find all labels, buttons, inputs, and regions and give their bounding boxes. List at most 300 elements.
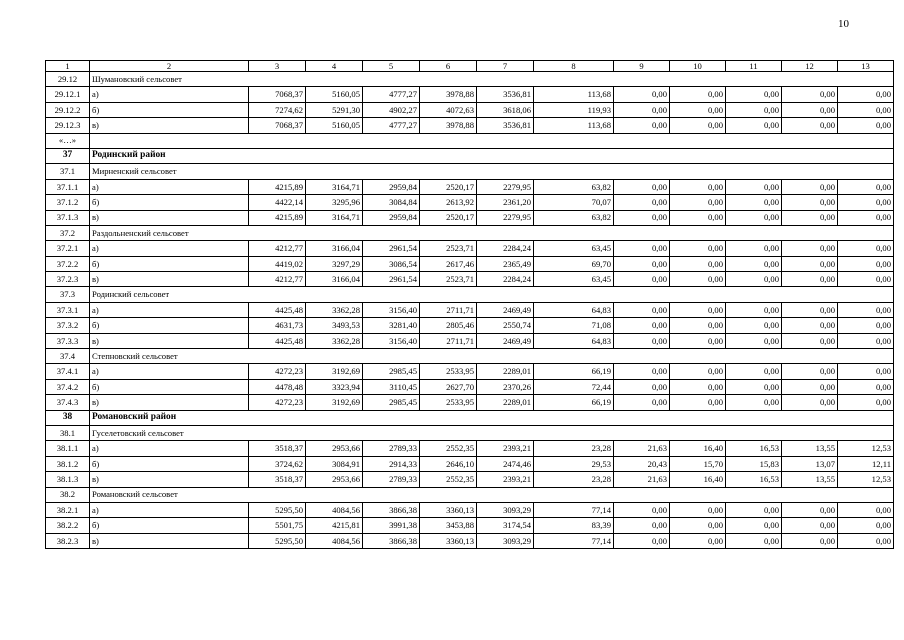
value-cell: 4422,14	[249, 195, 306, 210]
value-cell: 5160,05	[306, 87, 363, 102]
table-row	[46, 379, 894, 394]
section-row	[46, 72, 894, 87]
value-cell: 0,00	[782, 210, 838, 225]
value-cell: 3518,37	[249, 441, 306, 456]
value-cell: 3978,88	[420, 87, 477, 102]
value-cell: 83,39	[534, 518, 614, 533]
value-cell: 3724,62	[249, 456, 306, 471]
table-row	[46, 441, 894, 456]
value-cell: 23,28	[534, 441, 614, 456]
value-cell: 0,00	[670, 533, 726, 548]
row-code: 37.1.2	[46, 195, 90, 210]
value-cell: 0,00	[782, 87, 838, 102]
value-cell: 0,00	[670, 179, 726, 194]
value-cell: 0,00	[670, 195, 726, 210]
value-cell: 0,00	[670, 333, 726, 348]
value-cell: 12,53	[838, 472, 894, 487]
row-code: 37.2.2	[46, 256, 90, 271]
row-code: 29.12.1	[46, 87, 90, 102]
row-code: 38.1.2	[46, 456, 90, 471]
value-cell: 0,00	[670, 395, 726, 410]
value-cell: 4084,56	[306, 533, 363, 548]
value-cell: 7068,37	[249, 87, 306, 102]
value-cell: 3156,40	[363, 333, 420, 348]
value-cell: 3086,54	[363, 256, 420, 271]
row-code: 38.2	[46, 487, 90, 502]
table-row	[46, 472, 894, 487]
value-cell: 66,19	[534, 395, 614, 410]
section-row	[46, 349, 894, 364]
value-cell: 23,28	[534, 472, 614, 487]
row-code: 29.12	[46, 72, 90, 87]
row-code: 38	[46, 410, 90, 425]
column-header: 9	[614, 61, 670, 72]
value-cell: 0,00	[726, 195, 782, 210]
value-cell: 2520,17	[420, 210, 477, 225]
value-cell: 0,00	[726, 302, 782, 317]
variant-label: б)	[90, 318, 249, 333]
row-code: 37.4	[46, 349, 90, 364]
value-cell: 13,55	[782, 472, 838, 487]
value-cell: 0,00	[838, 379, 894, 394]
value-cell: 0,00	[726, 379, 782, 394]
value-cell: 3295,96	[306, 195, 363, 210]
table-row	[46, 118, 894, 133]
value-cell: 2789,33	[363, 441, 420, 456]
value-cell: 4215,89	[249, 179, 306, 194]
value-cell: 3084,84	[363, 195, 420, 210]
value-cell: 13,55	[782, 441, 838, 456]
value-cell: 0,00	[726, 87, 782, 102]
value-cell: 2520,17	[420, 179, 477, 194]
value-cell: 0,00	[726, 272, 782, 287]
council-name: Степновский сельсовет	[90, 349, 894, 364]
value-cell: 20,43	[614, 456, 670, 471]
table-row	[46, 333, 894, 348]
table-row	[46, 179, 894, 194]
value-cell: 0,00	[782, 195, 838, 210]
value-cell: 5291,30	[306, 102, 363, 117]
value-cell: 3866,38	[363, 502, 420, 517]
value-cell: 2617,46	[420, 256, 477, 271]
value-cell: 0,00	[614, 179, 670, 194]
empty-cell	[90, 133, 894, 148]
value-cell: 0,00	[838, 179, 894, 194]
value-cell: 0,00	[782, 395, 838, 410]
value-cell: 2805,46	[420, 318, 477, 333]
value-cell: 63,82	[534, 179, 614, 194]
row-code: 37	[46, 148, 90, 163]
table-row	[46, 456, 894, 471]
value-cell: 21,63	[614, 472, 670, 487]
value-cell: 0,00	[670, 502, 726, 517]
variant-label: б)	[90, 256, 249, 271]
page-number: 10	[838, 18, 849, 30]
value-cell: 4272,23	[249, 364, 306, 379]
column-header: 3	[249, 61, 306, 72]
district-name: Романовский район	[90, 410, 894, 425]
value-cell: 2953,66	[306, 441, 363, 456]
variant-label: в)	[90, 472, 249, 487]
variant-label: а)	[90, 179, 249, 194]
council-name: Раздольненский сельсовет	[90, 225, 894, 240]
value-cell: 3166,04	[306, 241, 363, 256]
value-cell: 4777,27	[363, 87, 420, 102]
value-cell: 5501,75	[249, 518, 306, 533]
value-cell: 2523,71	[420, 272, 477, 287]
value-cell: 0,00	[726, 256, 782, 271]
council-name: Гуселетовский сельсовет	[90, 425, 894, 440]
value-cell: 0,00	[782, 272, 838, 287]
value-cell: 0,00	[838, 533, 894, 548]
table-row	[46, 364, 894, 379]
column-header: 12	[782, 61, 838, 72]
value-cell: 0,00	[670, 302, 726, 317]
variant-label: а)	[90, 87, 249, 102]
value-cell: 2953,66	[306, 472, 363, 487]
variant-label: в)	[90, 118, 249, 133]
value-cell: 0,00	[614, 302, 670, 317]
value-cell: 16,53	[726, 441, 782, 456]
value-cell: 0,00	[614, 256, 670, 271]
value-cell: 2985,45	[363, 395, 420, 410]
value-cell: 0,00	[838, 302, 894, 317]
row-code: 37.4.1	[46, 364, 90, 379]
row-code: 37.1.1	[46, 179, 90, 194]
value-cell: 3281,40	[363, 318, 420, 333]
value-cell: 2279,95	[477, 210, 534, 225]
value-cell: 0,00	[670, 272, 726, 287]
value-cell: 3110,45	[363, 379, 420, 394]
column-header: 5	[363, 61, 420, 72]
value-cell: 0,00	[614, 502, 670, 517]
value-cell: 0,00	[726, 102, 782, 117]
value-cell: 7274,62	[249, 102, 306, 117]
tariff-table	[45, 60, 894, 549]
value-cell: 2711,71	[420, 302, 477, 317]
value-cell: 0,00	[726, 518, 782, 533]
value-cell: 3362,28	[306, 302, 363, 317]
value-cell: 0,00	[670, 379, 726, 394]
table-body	[46, 61, 894, 549]
value-cell: 0,00	[782, 302, 838, 317]
value-cell: 0,00	[782, 318, 838, 333]
value-cell: 0,00	[614, 333, 670, 348]
value-cell: 0,00	[838, 241, 894, 256]
value-cell: 2393,21	[477, 441, 534, 456]
value-cell: 0,00	[670, 118, 726, 133]
value-cell: 4478,48	[249, 379, 306, 394]
value-cell: 4212,77	[249, 272, 306, 287]
value-cell: 2289,01	[477, 364, 534, 379]
value-cell: 0,00	[614, 272, 670, 287]
value-cell: 2552,35	[420, 472, 477, 487]
value-cell: 3192,69	[306, 395, 363, 410]
table-row	[46, 302, 894, 317]
variant-label: а)	[90, 502, 249, 517]
value-cell: 0,00	[726, 179, 782, 194]
value-cell: 3164,71	[306, 210, 363, 225]
value-cell: 0,00	[670, 364, 726, 379]
value-cell: 3866,38	[363, 533, 420, 548]
table-row	[46, 502, 894, 517]
table-row	[46, 272, 894, 287]
value-cell: 3192,69	[306, 364, 363, 379]
value-cell: 3453,88	[420, 518, 477, 533]
row-code: 38.1.3	[46, 472, 90, 487]
value-cell: 0,00	[670, 518, 726, 533]
variant-label: а)	[90, 364, 249, 379]
value-cell: 3362,28	[306, 333, 363, 348]
value-cell: 64,83	[534, 333, 614, 348]
value-cell: 2533,95	[420, 364, 477, 379]
value-cell: 0,00	[838, 364, 894, 379]
district-row	[46, 410, 894, 425]
value-cell: 0,00	[726, 118, 782, 133]
value-cell: 0,00	[614, 364, 670, 379]
value-cell: 0,00	[838, 102, 894, 117]
value-cell: 77,14	[534, 533, 614, 548]
value-cell: 2985,45	[363, 364, 420, 379]
value-cell: 0,00	[614, 395, 670, 410]
column-header: 1	[46, 61, 90, 72]
value-cell: 2361,20	[477, 195, 534, 210]
row-code: 38.2.1	[46, 502, 90, 517]
value-cell: 2469,49	[477, 302, 534, 317]
value-cell: 4425,48	[249, 333, 306, 348]
omission-mark: «…»	[46, 133, 90, 148]
table-row	[46, 210, 894, 225]
section-row	[46, 287, 894, 302]
value-cell: 0,00	[670, 318, 726, 333]
value-cell: 0,00	[838, 195, 894, 210]
value-cell: 15,70	[670, 456, 726, 471]
value-cell: 3518,37	[249, 472, 306, 487]
row-code: 38.2.3	[46, 533, 90, 548]
table-row	[46, 518, 894, 533]
value-cell: 21,63	[614, 441, 670, 456]
section-row	[46, 487, 894, 502]
value-cell: 0,00	[838, 87, 894, 102]
row-code: 37.3.2	[46, 318, 90, 333]
value-cell: 113,68	[534, 118, 614, 133]
row-code: 37.3	[46, 287, 90, 302]
value-cell: 4084,56	[306, 502, 363, 517]
row-code: 38.1	[46, 425, 90, 440]
column-header: 13	[838, 61, 894, 72]
value-cell: 0,00	[614, 87, 670, 102]
value-cell: 2914,33	[363, 456, 420, 471]
value-cell: 2789,33	[363, 472, 420, 487]
value-cell: 15,83	[726, 456, 782, 471]
value-cell: 0,00	[726, 364, 782, 379]
value-cell: 2365,49	[477, 256, 534, 271]
value-cell: 3156,40	[363, 302, 420, 317]
district-name: Родинский район	[90, 148, 894, 163]
column-header-row	[46, 61, 894, 72]
value-cell: 3618,06	[477, 102, 534, 117]
value-cell: 3536,81	[477, 118, 534, 133]
value-cell: 2959,84	[363, 210, 420, 225]
district-row	[46, 148, 894, 163]
value-cell: 2613,92	[420, 195, 477, 210]
row-code: 37.4.3	[46, 395, 90, 410]
value-cell: 0,00	[670, 102, 726, 117]
value-cell: 0,00	[838, 395, 894, 410]
row-code: 38.1.1	[46, 441, 90, 456]
value-cell: 0,00	[838, 256, 894, 271]
value-cell: 0,00	[838, 318, 894, 333]
value-cell: 2646,10	[420, 456, 477, 471]
value-cell: 7068,37	[249, 118, 306, 133]
value-cell: 4902,27	[363, 102, 420, 117]
variant-label: в)	[90, 333, 249, 348]
value-cell: 0,00	[838, 272, 894, 287]
value-cell: 3360,13	[420, 533, 477, 548]
value-cell: 0,00	[614, 118, 670, 133]
value-cell: 69,70	[534, 256, 614, 271]
value-cell: 70,07	[534, 195, 614, 210]
row-code: 37.2.3	[46, 272, 90, 287]
value-cell: 0,00	[782, 102, 838, 117]
variant-label: а)	[90, 441, 249, 456]
value-cell: 3166,04	[306, 272, 363, 287]
value-cell: 3536,81	[477, 87, 534, 102]
value-cell: 3493,53	[306, 318, 363, 333]
value-cell: 2523,71	[420, 241, 477, 256]
section-row	[46, 164, 894, 179]
value-cell: 0,00	[782, 256, 838, 271]
value-cell: 5295,50	[249, 533, 306, 548]
council-name: Романовский сельсовет	[90, 487, 894, 502]
value-cell: 5160,05	[306, 118, 363, 133]
council-name: Мирненский сельсовет	[90, 164, 894, 179]
value-cell: 12,53	[838, 441, 894, 456]
variant-label: в)	[90, 533, 249, 548]
value-cell: 4272,23	[249, 395, 306, 410]
column-header: 4	[306, 61, 363, 72]
value-cell: 66,19	[534, 364, 614, 379]
value-cell: 2961,54	[363, 272, 420, 287]
value-cell: 3084,91	[306, 456, 363, 471]
value-cell: 0,00	[782, 379, 838, 394]
value-cell: 3164,71	[306, 179, 363, 194]
variant-label: в)	[90, 210, 249, 225]
variant-label: б)	[90, 379, 249, 394]
council-name: Родинский сельсовет	[90, 287, 894, 302]
value-cell: 2284,24	[477, 272, 534, 287]
row-code: 37.1.3	[46, 210, 90, 225]
row-code: 38.2.2	[46, 518, 90, 533]
value-cell: 0,00	[614, 379, 670, 394]
variant-label: б)	[90, 456, 249, 471]
variant-label: а)	[90, 302, 249, 317]
value-cell: 2533,95	[420, 395, 477, 410]
value-cell: 16,40	[670, 441, 726, 456]
variant-label: а)	[90, 241, 249, 256]
value-cell: 63,45	[534, 272, 614, 287]
row-code: 37.3.1	[46, 302, 90, 317]
table-row	[46, 318, 894, 333]
value-cell: 2711,71	[420, 333, 477, 348]
value-cell: 0,00	[782, 364, 838, 379]
column-header: 8	[534, 61, 614, 72]
value-cell: 0,00	[782, 533, 838, 548]
variant-label: б)	[90, 102, 249, 117]
value-cell: 4425,48	[249, 302, 306, 317]
value-cell: 0,00	[838, 118, 894, 133]
value-cell: 0,00	[670, 256, 726, 271]
value-cell: 13,07	[782, 456, 838, 471]
value-cell: 4212,77	[249, 241, 306, 256]
value-cell: 72,44	[534, 379, 614, 394]
value-cell: 16,53	[726, 472, 782, 487]
section-row	[46, 225, 894, 240]
value-cell: 0,00	[838, 502, 894, 517]
value-cell: 0,00	[782, 241, 838, 256]
value-cell: 3297,29	[306, 256, 363, 271]
table-row	[46, 241, 894, 256]
column-header: 11	[726, 61, 782, 72]
value-cell: 12,11	[838, 456, 894, 471]
variant-label: б)	[90, 518, 249, 533]
value-cell: 29,53	[534, 456, 614, 471]
variant-label: в)	[90, 395, 249, 410]
value-cell: 0,00	[726, 241, 782, 256]
value-cell: 0,00	[726, 533, 782, 548]
value-cell: 16,40	[670, 472, 726, 487]
table-row	[46, 256, 894, 271]
value-cell: 4072,63	[420, 102, 477, 117]
value-cell: 0,00	[614, 195, 670, 210]
row-code: 29.12.3	[46, 118, 90, 133]
value-cell: 2284,24	[477, 241, 534, 256]
value-cell: 0,00	[838, 518, 894, 533]
table-row	[46, 533, 894, 548]
row-code: 37.2.1	[46, 241, 90, 256]
value-cell: 2627,70	[420, 379, 477, 394]
row-code: 29.12.2	[46, 102, 90, 117]
value-cell: 3174,54	[477, 518, 534, 533]
value-cell: 2393,21	[477, 472, 534, 487]
value-cell: 4215,89	[249, 210, 306, 225]
value-cell: 2552,35	[420, 441, 477, 456]
value-cell: 0,00	[782, 333, 838, 348]
value-cell: 0,00	[614, 241, 670, 256]
value-cell: 2370,26	[477, 379, 534, 394]
section-row	[46, 425, 894, 440]
row-code: 37.4.2	[46, 379, 90, 394]
value-cell: 2289,01	[477, 395, 534, 410]
value-cell: 4419,02	[249, 256, 306, 271]
column-header: 10	[670, 61, 726, 72]
value-cell: 2550,74	[477, 318, 534, 333]
value-cell: 0,00	[726, 318, 782, 333]
value-cell: 2961,54	[363, 241, 420, 256]
value-cell: 63,45	[534, 241, 614, 256]
value-cell: 0,00	[614, 102, 670, 117]
value-cell: 71,08	[534, 318, 614, 333]
ellipsis-row	[46, 133, 894, 148]
value-cell: 0,00	[782, 502, 838, 517]
row-code: 37.1	[46, 164, 90, 179]
value-cell: 3978,88	[420, 118, 477, 133]
value-cell: 0,00	[670, 210, 726, 225]
value-cell: 0,00	[670, 87, 726, 102]
value-cell: 0,00	[614, 318, 670, 333]
value-cell: 0,00	[614, 518, 670, 533]
value-cell: 63,82	[534, 210, 614, 225]
